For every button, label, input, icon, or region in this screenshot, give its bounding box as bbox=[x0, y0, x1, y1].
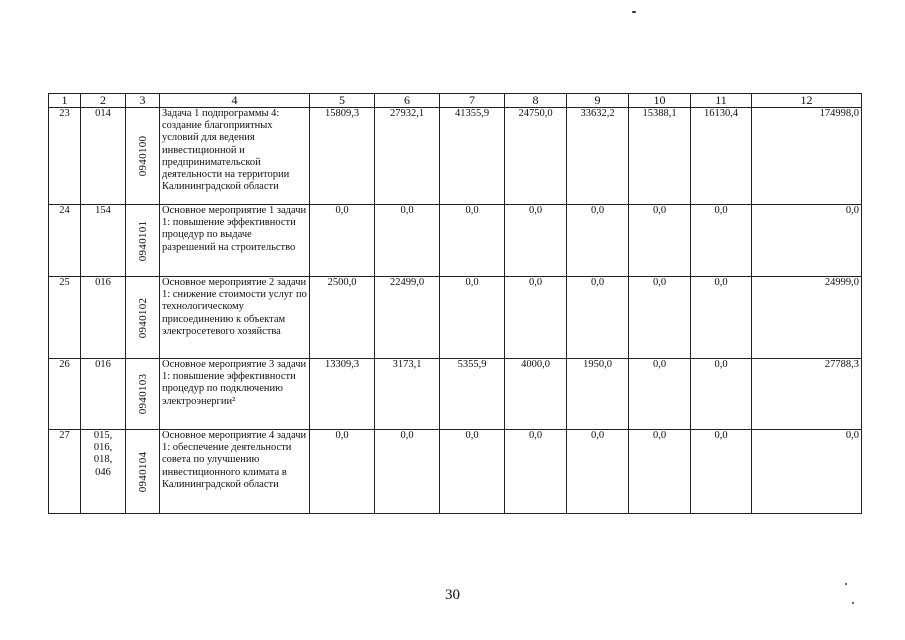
page-number: 30 bbox=[445, 587, 460, 603]
row-value-11: 0,0 bbox=[691, 430, 752, 514]
budget-table bbox=[48, 93, 862, 514]
row-value-9: 0,0 bbox=[567, 277, 629, 359]
table-row bbox=[49, 277, 862, 359]
row-value-7: 0,0 bbox=[440, 277, 505, 359]
row-value-6: 3173,1 bbox=[375, 359, 440, 430]
row-value-6: 0,0 bbox=[375, 430, 440, 514]
scan-speck bbox=[632, 11, 636, 13]
row-value-8: 0,0 bbox=[505, 430, 567, 514]
row-code: 0940102 bbox=[136, 297, 149, 338]
row-kbk: 154 bbox=[81, 205, 126, 277]
row-value-9: 33632,2 bbox=[567, 108, 629, 205]
row-value-6: 22499,0 bbox=[375, 277, 440, 359]
row-description: Задача 1 подпрограммы 4: создание благоприятных условий для ведения инвестиционной и предпринимательской деятельности на территории Калининградской области bbox=[160, 108, 310, 205]
row-number: 24 bbox=[49, 205, 81, 277]
column-header: 4 bbox=[160, 94, 310, 108]
row-value-8: 4000,0 bbox=[505, 359, 567, 430]
column-header: 1 bbox=[49, 94, 81, 108]
row-value-12: 0,0 bbox=[752, 205, 862, 277]
row-value-12: 24999,0 bbox=[752, 277, 862, 359]
row-value-10: 0,0 bbox=[629, 359, 691, 430]
row-number: 26 bbox=[49, 359, 81, 430]
row-code: 0940103 bbox=[136, 373, 149, 415]
row-value-5: 0,0 bbox=[310, 205, 375, 277]
row-value-9: 1950,0 bbox=[567, 359, 629, 430]
row-value-7: 5355,9 bbox=[440, 359, 505, 430]
table-row bbox=[49, 430, 862, 514]
row-value-9: 0,0 bbox=[567, 430, 629, 514]
row-value-7: 0,0 bbox=[440, 205, 505, 277]
row-description: Основное мероприятие 3 задачи 1: повышение эффективности процедур по подключению электроэнергии² bbox=[160, 359, 310, 430]
row-value-5: 0,0 bbox=[310, 430, 375, 514]
row-code-cell bbox=[126, 359, 160, 430]
row-code: 0940100 bbox=[136, 135, 149, 177]
column-header: 8 bbox=[505, 94, 567, 108]
row-value-8: 0,0 bbox=[505, 205, 567, 277]
row-value-10: 0,0 bbox=[629, 277, 691, 359]
row-kbk: 016 bbox=[81, 277, 126, 359]
row-value-12: 0,0 bbox=[752, 430, 862, 514]
row-description: Основное мероприятие 2 задачи 1: снижение стоимости услуг по технологическому присоединению к объектам электросетевого хозяйства bbox=[160, 277, 310, 359]
row-value-11: 0,0 bbox=[691, 359, 752, 430]
row-value-10: 15388,1 bbox=[629, 108, 691, 205]
column-header: 3 bbox=[126, 94, 160, 108]
row-value-9: 0,0 bbox=[567, 205, 629, 277]
row-value-12: 27788,3 bbox=[752, 359, 862, 430]
header-row bbox=[49, 94, 862, 108]
row-value-5: 2500,0 bbox=[310, 277, 375, 359]
table-row bbox=[49, 205, 862, 277]
column-header: 6 bbox=[375, 94, 440, 108]
row-number: 27 bbox=[49, 430, 81, 514]
row-value-11: 0,0 bbox=[691, 205, 752, 277]
row-value-10: 0,0 bbox=[629, 205, 691, 277]
scan-speck bbox=[845, 583, 847, 585]
row-value-11: 0,0 bbox=[691, 277, 752, 359]
row-kbk: 014 bbox=[81, 108, 126, 205]
row-code-cell bbox=[126, 108, 160, 205]
column-header: 12 bbox=[752, 94, 862, 108]
table-row bbox=[49, 108, 862, 205]
row-value-5: 13309,3 bbox=[310, 359, 375, 430]
column-header: 5 bbox=[310, 94, 375, 108]
row-number: 23 bbox=[49, 108, 81, 205]
row-value-12: 174998,0 bbox=[752, 108, 862, 205]
table-row bbox=[49, 359, 862, 430]
row-kbk: 016 bbox=[81, 359, 126, 430]
row-code-cell bbox=[126, 277, 160, 359]
row-code-cell bbox=[126, 205, 160, 277]
row-value-11: 16130,4 bbox=[691, 108, 752, 205]
row-number: 25 bbox=[49, 277, 81, 359]
row-value-6: 27932,1 bbox=[375, 108, 440, 205]
row-description: Основное мероприятие 1 задачи 1: повышение эффективности процедур по выдаче разрешений на строительство bbox=[160, 205, 310, 277]
column-header: 10 bbox=[629, 94, 691, 108]
column-header: 7 bbox=[440, 94, 505, 108]
row-code: 0940104 bbox=[136, 451, 149, 492]
row-kbk: 015, 016, 018, 046 bbox=[81, 430, 126, 514]
column-header: 9 bbox=[567, 94, 629, 108]
row-value-8: 24750,0 bbox=[505, 108, 567, 205]
row-value-5: 15809,3 bbox=[310, 108, 375, 205]
row-code: 0940101 bbox=[136, 220, 149, 261]
column-header: 11 bbox=[691, 94, 752, 108]
row-description: Основное мероприятие 4 задачи 1: обеспечение деятельности совета по улучшению инвестиционного климата в Калининградской области bbox=[160, 430, 310, 514]
row-value-7: 41355,9 bbox=[440, 108, 505, 205]
row-code-cell bbox=[126, 430, 160, 514]
row-value-6: 0,0 bbox=[375, 205, 440, 277]
column-header: 2 bbox=[81, 94, 126, 108]
row-value-8: 0,0 bbox=[505, 277, 567, 359]
row-value-7: 0,0 bbox=[440, 430, 505, 514]
row-value-10: 0,0 bbox=[629, 430, 691, 514]
